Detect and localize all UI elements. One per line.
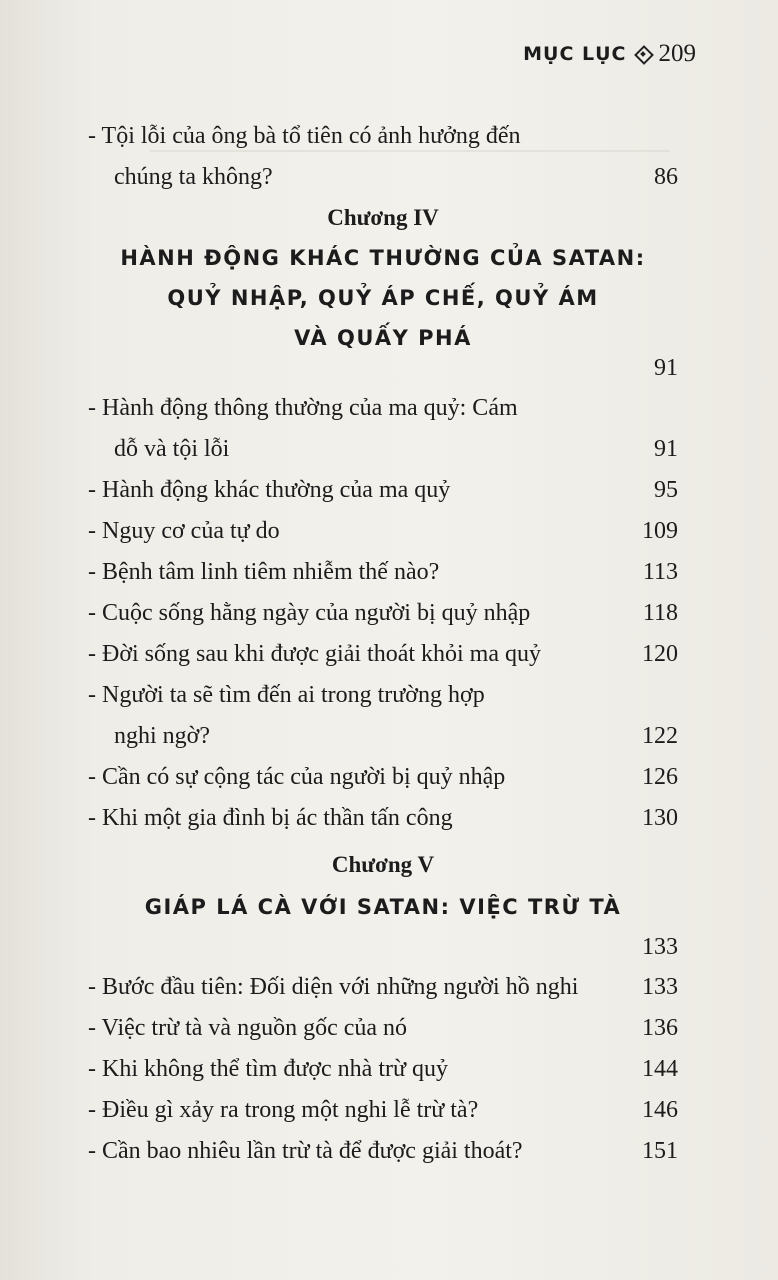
toc-entry xyxy=(88,116,678,198)
toc-entry-page: 126 xyxy=(642,764,678,790)
toc-entry xyxy=(88,757,678,798)
running-header xyxy=(523,40,696,68)
chapter-page: 133 xyxy=(642,934,678,960)
toc-entry xyxy=(88,1008,678,1049)
toc-entry-text: - Điều gì xảy ra trong một nghi lễ trừ tà? xyxy=(88,1097,479,1123)
toc-entry-page: 146 xyxy=(642,1097,678,1123)
toc-entry-page: 136 xyxy=(642,1015,678,1041)
toc-entry-text: - Cuộc sống hằng ngày của người bị quỷ nhập xyxy=(88,600,531,626)
diamond-ornament-icon xyxy=(635,46,651,62)
toc-entry xyxy=(88,593,678,634)
chapter-title-line: GIÁP LÁ CÀ VỚI SATAN: VIỆC TRỪ TÀ xyxy=(144,895,622,919)
toc-entry-text: - Cần có sự cộng tác của người bị quỷ nhập xyxy=(88,764,506,790)
toc-entry-text: - Hành động khác thường của ma quỷ xyxy=(88,477,451,503)
toc-entry-page: 113 xyxy=(642,559,678,585)
toc-entry-page: 95 xyxy=(654,477,678,503)
toc-entry-page: 118 xyxy=(642,600,678,626)
toc-entry-text: - Bước đầu tiên: Đối diện với những người hồ nghi xyxy=(88,974,579,1000)
toc-entry-page: 86 xyxy=(654,164,678,190)
chapter-title-line: VÀ QUẤY PHÁ xyxy=(294,326,472,350)
toc-entry xyxy=(88,470,678,511)
chapter-label: Chương IV xyxy=(327,205,439,230)
toc-entry xyxy=(88,1049,678,1090)
toc-entry-page: 133 xyxy=(642,974,678,1000)
toc-entry-page: 120 xyxy=(642,641,678,667)
toc-entry-page: 122 xyxy=(642,723,678,749)
toc-entry-text: - Bệnh tâm linh tiêm nhiễm thế nào? xyxy=(88,559,440,585)
toc-entry-page: 130 xyxy=(642,805,678,831)
chapter-page: 91 xyxy=(654,355,678,381)
table-of-contents xyxy=(88,116,678,1172)
toc-entry xyxy=(88,1090,678,1131)
toc-entry-text: - Người ta sẽ tìm đến ai trong trường hợp xyxy=(88,682,485,708)
toc-entry-text: - Cần bao nhiêu lần trừ tà để được giải thoát? xyxy=(88,1138,523,1164)
toc-entry-text: - Tội lỗi của ông bà tổ tiên có ảnh hưởng đến xyxy=(88,123,521,149)
toc-entry-page: 91 xyxy=(654,436,678,462)
chapter-label: Chương V xyxy=(331,852,435,877)
header-title: MỤC LỤC xyxy=(523,43,627,65)
toc-entry-text-cont: dỗ và tội lỗi xyxy=(114,436,230,462)
toc-entry xyxy=(88,798,678,839)
toc-entry-page: 151 xyxy=(642,1138,678,1164)
toc-entry-page: 144 xyxy=(642,1056,678,1082)
toc-entry xyxy=(88,552,678,593)
toc-entry xyxy=(88,388,678,470)
toc-entry-text: - Khi một gia đình bị ác thần tấn công xyxy=(88,805,453,831)
toc-entry-text: - Đời sống sau khi được giải thoát khỏi ma quỷ xyxy=(88,641,541,667)
chapter-title-line: QUỶ NHẬP, QUỶ ÁP CHẾ, QUỶ ÁM xyxy=(167,286,599,310)
toc-entry xyxy=(88,511,678,552)
toc-entry-text-cont: chúng ta không? xyxy=(114,164,273,190)
toc-entry-text: - Việc trừ tà và nguồn gốc của nó xyxy=(88,1015,408,1041)
toc-entry xyxy=(88,967,678,1008)
toc-entry-text: - Hành động thông thường của ma quỷ: Cám xyxy=(88,395,518,421)
toc-entry-page: 109 xyxy=(642,518,678,544)
toc-entry xyxy=(88,634,678,675)
toc-entry-text: - Khi không thể tìm được nhà trừ quỷ xyxy=(88,1056,448,1082)
page-number: 209 xyxy=(658,40,696,67)
toc-entry-text-cont: nghi ngờ? xyxy=(114,723,211,749)
chapter-title-line: HÀNH ĐỘNG KHÁC THƯỜNG CỦA SATAN: xyxy=(120,246,646,270)
toc-entry xyxy=(88,1131,678,1172)
toc-entry-text: - Nguy cơ của tự do xyxy=(88,518,280,544)
toc-entry xyxy=(88,675,678,757)
